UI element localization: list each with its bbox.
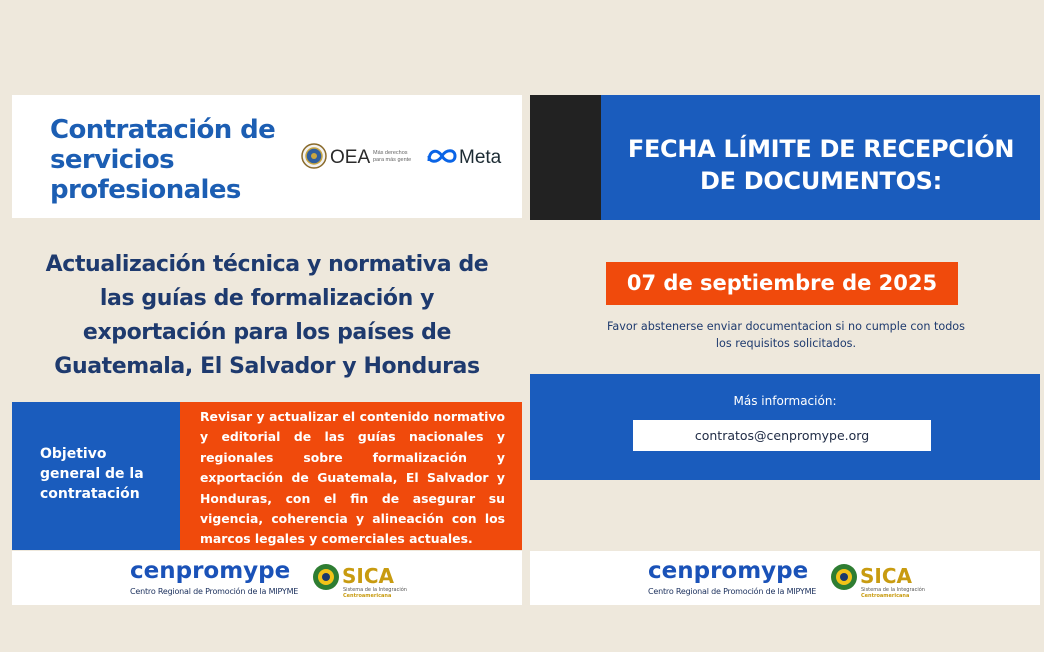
meta-logo <box>426 143 518 169</box>
sica-name: SICA <box>860 564 913 588</box>
svg-text:Centroamericana: Centroamericana <box>343 593 392 599</box>
left-header <box>12 95 522 218</box>
cenpromype-subtitle: Centro Regional de Promoción de la MIPYME <box>130 587 299 596</box>
objective-text-box <box>180 402 522 550</box>
cenpromype-subtitle: Centro Regional de Promoción de la MIPYME <box>648 587 817 596</box>
meta-infinity-icon <box>429 151 455 162</box>
deadline-box <box>601 95 1040 220</box>
info-box <box>530 374 1040 480</box>
page-title: Contratación de servicios profesionales <box>50 115 276 205</box>
email-field[interactable] <box>633 420 931 451</box>
meta-logo-text: Meta <box>459 147 502 168</box>
cenpromype-name: cenpromype <box>130 558 291 584</box>
oea-logo-text: OEA <box>330 147 371 168</box>
deadline-date: 07 de septiembre de 2025 <box>626 271 938 295</box>
project-title-section <box>12 218 522 402</box>
oea-logo <box>301 141 416 171</box>
cenpromype-logo <box>130 558 300 598</box>
sica-logo <box>312 559 408 599</box>
objective-label-box <box>12 402 180 550</box>
svg-text:Sistema de la Integración: Sistema de la Integración <box>861 587 925 593</box>
email-link[interactable]: contratos@cenpromype.org <box>694 428 870 443</box>
cenpromype-logo <box>648 558 818 598</box>
objective-label: Objetivo general de la contratación <box>40 446 144 502</box>
svg-text:Más derechos: Más derechos <box>373 150 408 156</box>
right-footer <box>530 551 1040 605</box>
dark-strip <box>530 95 601 220</box>
cenpromype-name: cenpromype <box>648 558 809 584</box>
objective-text: Revisar y actualizar el contenido normativo y editorial de las guías nacionales y regionales sobre formalización y exportación de Guatemala, El Salvador y Honduras, con el fin de asegurar su vigencia, coherencia y alineación con los marcos legales y comerciales actuales. <box>200 409 505 547</box>
svg-text:Sistema de la Integración: Sistema de la Integración <box>343 587 407 593</box>
notice-text: Favor abstenerse enviar documentacion si no cumple con todos los requisitos solicitados. <box>607 320 965 350</box>
project-title: Actualización técnica y normativa de las guías de formalización y exportación para los países de Guatemala, El Salvador y Honduras <box>45 252 489 379</box>
svg-text:Centroamericana: Centroamericana <box>861 593 910 599</box>
left-footer <box>12 551 522 605</box>
deadline-title: FECHA LÍMITE DE RECEPCIÓN DE DOCUMENTOS: <box>627 135 1015 195</box>
sica-logo <box>830 559 926 599</box>
svg-text:para más gente: para más gente <box>373 157 412 163</box>
sica-name: SICA <box>342 564 395 588</box>
date-badge <box>606 262 958 305</box>
info-label: Más información: <box>733 394 837 408</box>
